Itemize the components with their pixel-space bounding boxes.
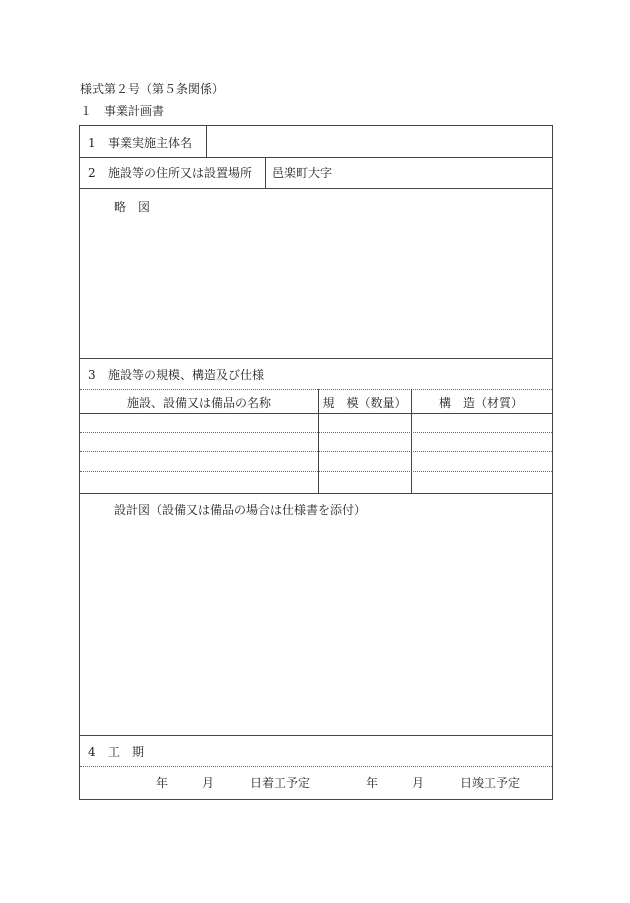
start-year-label: 年 — [156, 776, 169, 790]
divider — [80, 157, 552, 158]
divider — [80, 358, 552, 359]
section-2-label: 施設等の住所又は設置場所 — [108, 166, 253, 180]
table-row — [80, 472, 551, 492]
end-day-label: 日竣工予定 — [460, 776, 521, 790]
divider — [80, 188, 552, 189]
table-cell-scale[interactable] — [322, 435, 408, 449]
section-2-number: 2 — [88, 166, 96, 180]
section-3-number: 3 — [88, 368, 96, 382]
table-cell-name[interactable] — [84, 435, 314, 449]
table-cell-scale[interactable] — [322, 475, 408, 489]
table-cell-structure[interactable] — [415, 416, 547, 430]
section-1-number: 1 — [88, 136, 96, 150]
divider — [80, 766, 552, 767]
table-cell-scale[interactable] — [322, 416, 408, 430]
table-cell-structure[interactable] — [415, 435, 547, 449]
divider — [80, 735, 552, 736]
table-row — [80, 452, 551, 471]
divider — [206, 126, 207, 157]
design-drawing-label: 設計図（設備又は備品の場合は仕様書を添付） — [114, 503, 367, 517]
start-month-label: 月 — [202, 776, 215, 790]
col-header-structure: 構 造（材質） — [438, 396, 523, 410]
document-heading: １ 事業計画書 — [80, 104, 165, 118]
col-header-scale: 規 模（数量） — [322, 396, 407, 410]
section-3-label: 施設等の規模、構造及び仕様 — [108, 368, 265, 382]
map-area[interactable] — [80, 220, 551, 356]
start-day-label: 日着工予定 — [250, 776, 311, 790]
section-1-label: 事業実施主体名 — [108, 136, 193, 150]
location-field[interactable]: 邑楽町大字 — [272, 166, 333, 180]
divider — [265, 157, 266, 188]
implementing-entity-field[interactable] — [212, 130, 542, 152]
section-4-label: 工 期 — [108, 745, 145, 759]
divider — [80, 389, 552, 390]
table-cell-scale[interactable] — [322, 454, 408, 468]
table-cell-structure[interactable] — [415, 475, 547, 489]
table-cell-name[interactable] — [84, 416, 314, 430]
map-label: 略 図 — [114, 200, 151, 214]
end-month-label: 月 — [412, 776, 425, 790]
col-header-name: 施設、設備又は備品の名称 — [126, 396, 271, 410]
table-cell-name[interactable] — [84, 475, 314, 489]
end-year-label: 年 — [366, 776, 379, 790]
design-drawing-area[interactable] — [80, 522, 551, 732]
table-row — [80, 433, 551, 451]
section-4-number: 4 — [88, 745, 96, 759]
table-cell-name[interactable] — [84, 454, 314, 468]
divider — [80, 493, 552, 494]
table-row — [80, 414, 551, 432]
form-title: 様式第２号（第５条関係） — [80, 82, 225, 96]
table-cell-structure[interactable] — [415, 454, 547, 468]
